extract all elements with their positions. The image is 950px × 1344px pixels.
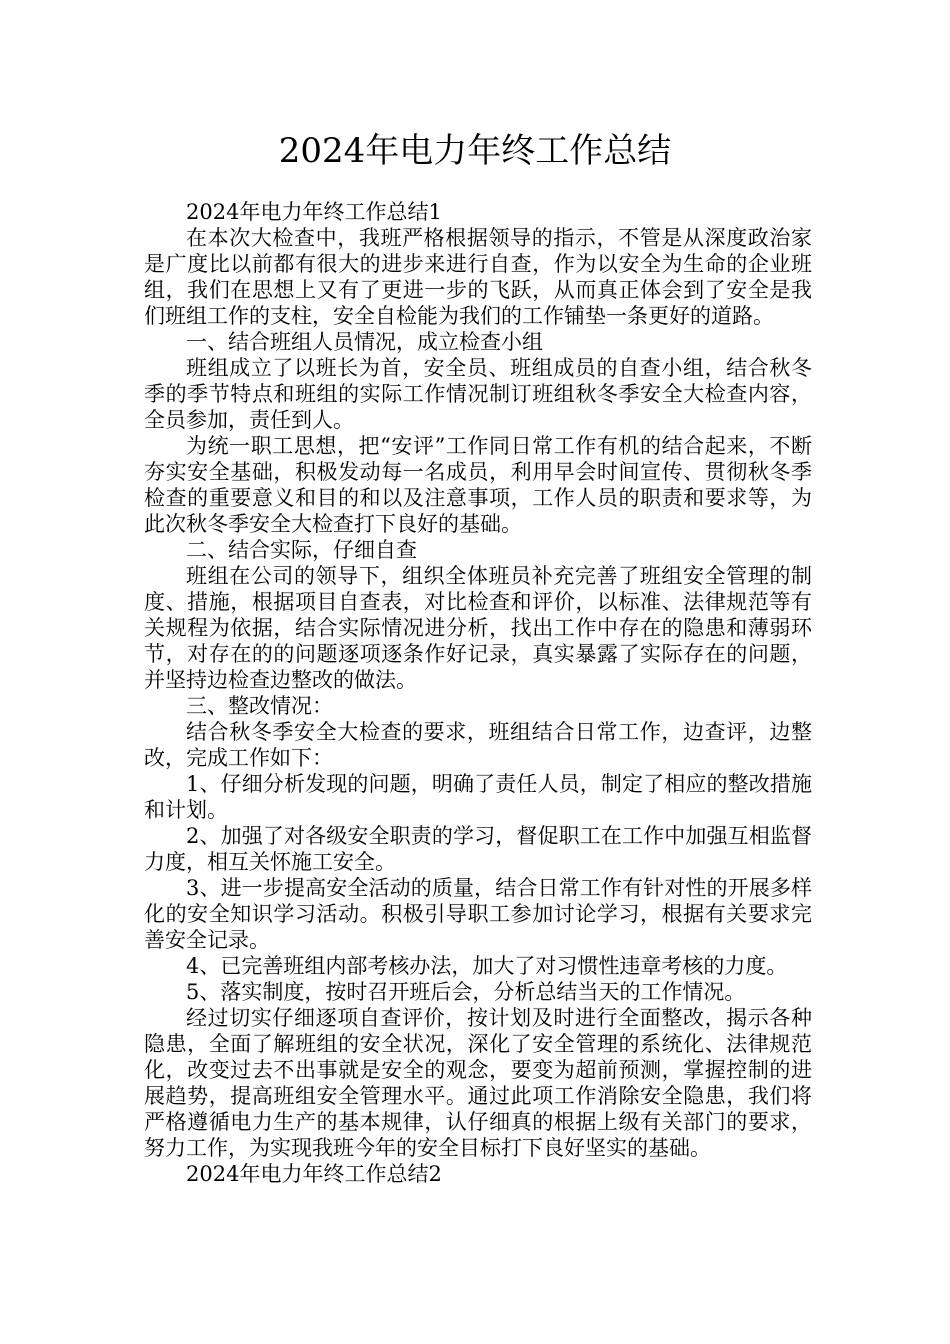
list-item: 3、进一步提高安全活动的质量，结合日常工作有针对性的开展多样化的安全知识学习活动。积极引导职工参加讨论学习，根据有关要求完善安全记录。 bbox=[144, 876, 812, 952]
body-paragraph: 为统一职工思想，把“安评”工作同日常工作有机的结合起来，不断夯实安全基础，积极发动每一名成员，利用早会时间宣传、贯彻秋冬季检查的重要意义和目的和以及注意事项，工作人员的职责和要求等，为此次秋冬季安全大检查打下良好的基础。 bbox=[144, 434, 812, 536]
body-paragraph: 经过切实仔细逐项自查评价，按计划及时进行全面整改，揭示各种隐患，全面了解班组的安全状况，深化了安全管理的系统化、法律规范化，改变过去不出事就是安全的观念，要变为超前预测，掌握控制的进展趋势，提高班组安全管理水平。通过此项工作消除安全隐患，我们将严格遵循电力生产的基本规律，认仔细真的根据上级有关部门的要求，努力工作，为实现我班今年的安全目标打下良好坚实的基础。 bbox=[144, 1006, 812, 1160]
list-item: 5、落实制度，按时召开班后会，分析总结当天的工作情况。 bbox=[186, 980, 746, 1004]
body-paragraph: 班组成立了以班长为首，安全员、班组成员的自查小组，结合秋冬季的季节特点和班组的实际工作情况制订班组秋冬季安全大检查内容，全员参加，责任到人。 bbox=[144, 356, 812, 432]
subsection-heading: 三、整改情况： bbox=[186, 694, 333, 718]
body-paragraph: 结合秋冬季安全大检查的要求，班组结合日常工作，边查评，边整改，完成工作如下： bbox=[144, 720, 812, 770]
body-paragraph: 在本次大检查中，我班严格根据领导的指示，不管是从深度政治家是广度比以前都有很大的进步来进行自查，作为以安全为生命的企业班组，我们在思想上又有了更进一步的飞跃，从而真正体会到了安全是我们班组工作的支柱，安全自检能为我们的工作铺垫一条更好的道路。 bbox=[144, 226, 812, 328]
list-item: 1、仔细分析发现的问题，明确了责任人员，制定了相应的整改措施和计划。 bbox=[144, 772, 812, 822]
subsection-heading: 二、结合实际，仔细自查 bbox=[186, 538, 417, 562]
body-paragraph: 班组在公司的领导下，组织全体班员补充完善了班组安全管理的制度、措施，根据项目自查表，对比检查和评价，以标准、法律规范等有关规程为依据，结合实际情况进分析，找出工作中存在的隐患和薄弱环节，对存在的的问题逐项逐条作好记录，真实暴露了实际存在的问题，并坚持边检查边整改的做法。 bbox=[144, 564, 812, 692]
list-item: 2、加强了对各级安全职责的学习，督促职工在工作中加强互相监督力度，相互关怀施工安全。 bbox=[144, 824, 812, 874]
section-heading: 2024年电力年终工作总结1 bbox=[186, 200, 442, 224]
section-heading: 2024年电力年终工作总结2 bbox=[186, 1162, 442, 1186]
document-title: 2024年电力年终工作总结 bbox=[278, 131, 672, 171]
subsection-heading: 一、结合班组人员情况，成立检查小组 bbox=[186, 330, 543, 354]
list-item: 4、已完善班组内部考核办法，加大了对习惯性违章考核的力度。 bbox=[186, 954, 788, 978]
document-body bbox=[144, 199, 812, 1187]
